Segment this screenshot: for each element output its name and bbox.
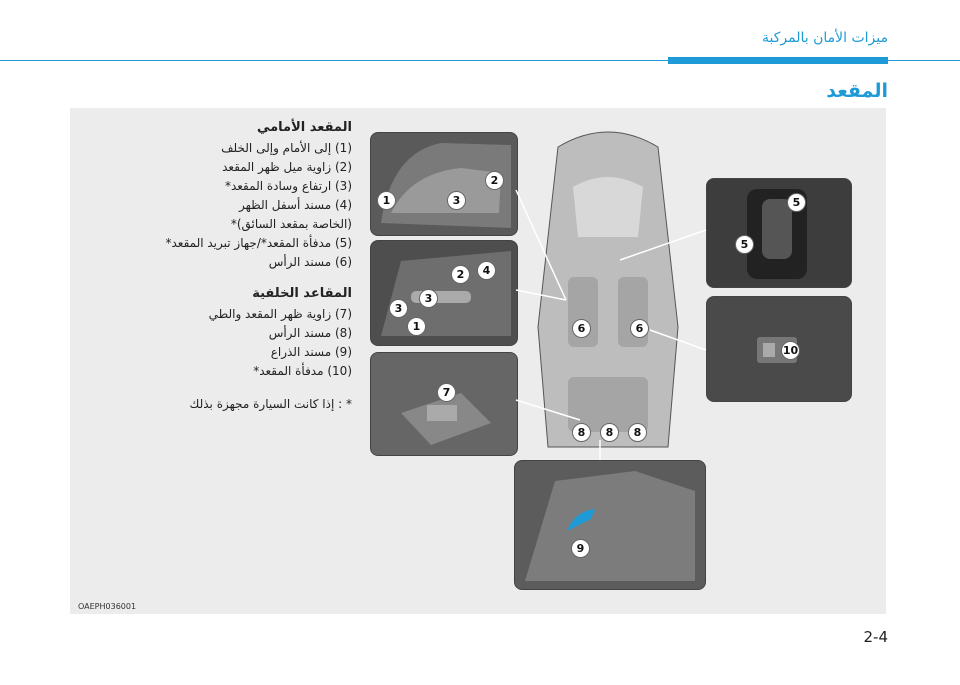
front-item: (5) مدفأة المقعد*/جهاز تبريد المقعد*: [165, 236, 352, 250]
front-seats-heading: المقعد الأمامي: [256, 120, 352, 135]
callout-3: 3: [447, 191, 466, 210]
section-title: المقعد: [826, 80, 888, 102]
callout-8: 8: [600, 423, 619, 442]
front-item: (6) مسند الرأس: [268, 255, 352, 269]
header-title: ميزات الأمان بالمركبة: [762, 30, 888, 46]
callout-4: 4: [477, 261, 496, 280]
callout-8: 8: [572, 423, 591, 442]
rear-item: (8) مسند الرأس: [268, 326, 352, 340]
callout-8: 8: [628, 423, 647, 442]
front-item: (الخاصة بمقعد السائق)*: [230, 217, 352, 231]
footnote: * : إذا كانت السيارة مجهزة بذلك: [189, 397, 352, 411]
callout-3: 3: [389, 299, 408, 318]
callout-3: 3: [419, 289, 438, 308]
callout-9: 9: [571, 539, 590, 558]
rear-item: (7) زاوية ظهر المقعد والطي: [208, 307, 352, 321]
callout-1: 1: [407, 317, 426, 336]
callout-6: 6: [572, 319, 591, 338]
callout-6: 6: [630, 319, 649, 338]
front-item: (3) ارتفاع وسادة المقعد*: [224, 179, 352, 193]
callout-2: 2: [451, 265, 470, 284]
callout-7: 7: [437, 383, 456, 402]
callout-5: 5: [735, 235, 754, 254]
callout-2: 2: [485, 171, 504, 190]
figure-code: OAEPH036001: [78, 602, 137, 611]
callout-1: 1: [377, 191, 396, 210]
front-item: (2) زاوية ميل ظهر المقعد: [222, 160, 352, 174]
front-item: (1) إلى الأمام وإلى الخلف: [221, 141, 352, 155]
callout-10: 10: [781, 341, 800, 360]
rear-item: (9) مسند الذراع: [270, 345, 352, 359]
front-item: (4) مسند أسفل الظهر: [238, 198, 352, 212]
rear-seats-heading: المقاعد الخلفية: [252, 286, 352, 301]
callout-5: 5: [787, 193, 806, 212]
page-number: 2-4: [863, 628, 888, 646]
rear-item: (10) مدفأة المقعد*: [253, 364, 352, 378]
